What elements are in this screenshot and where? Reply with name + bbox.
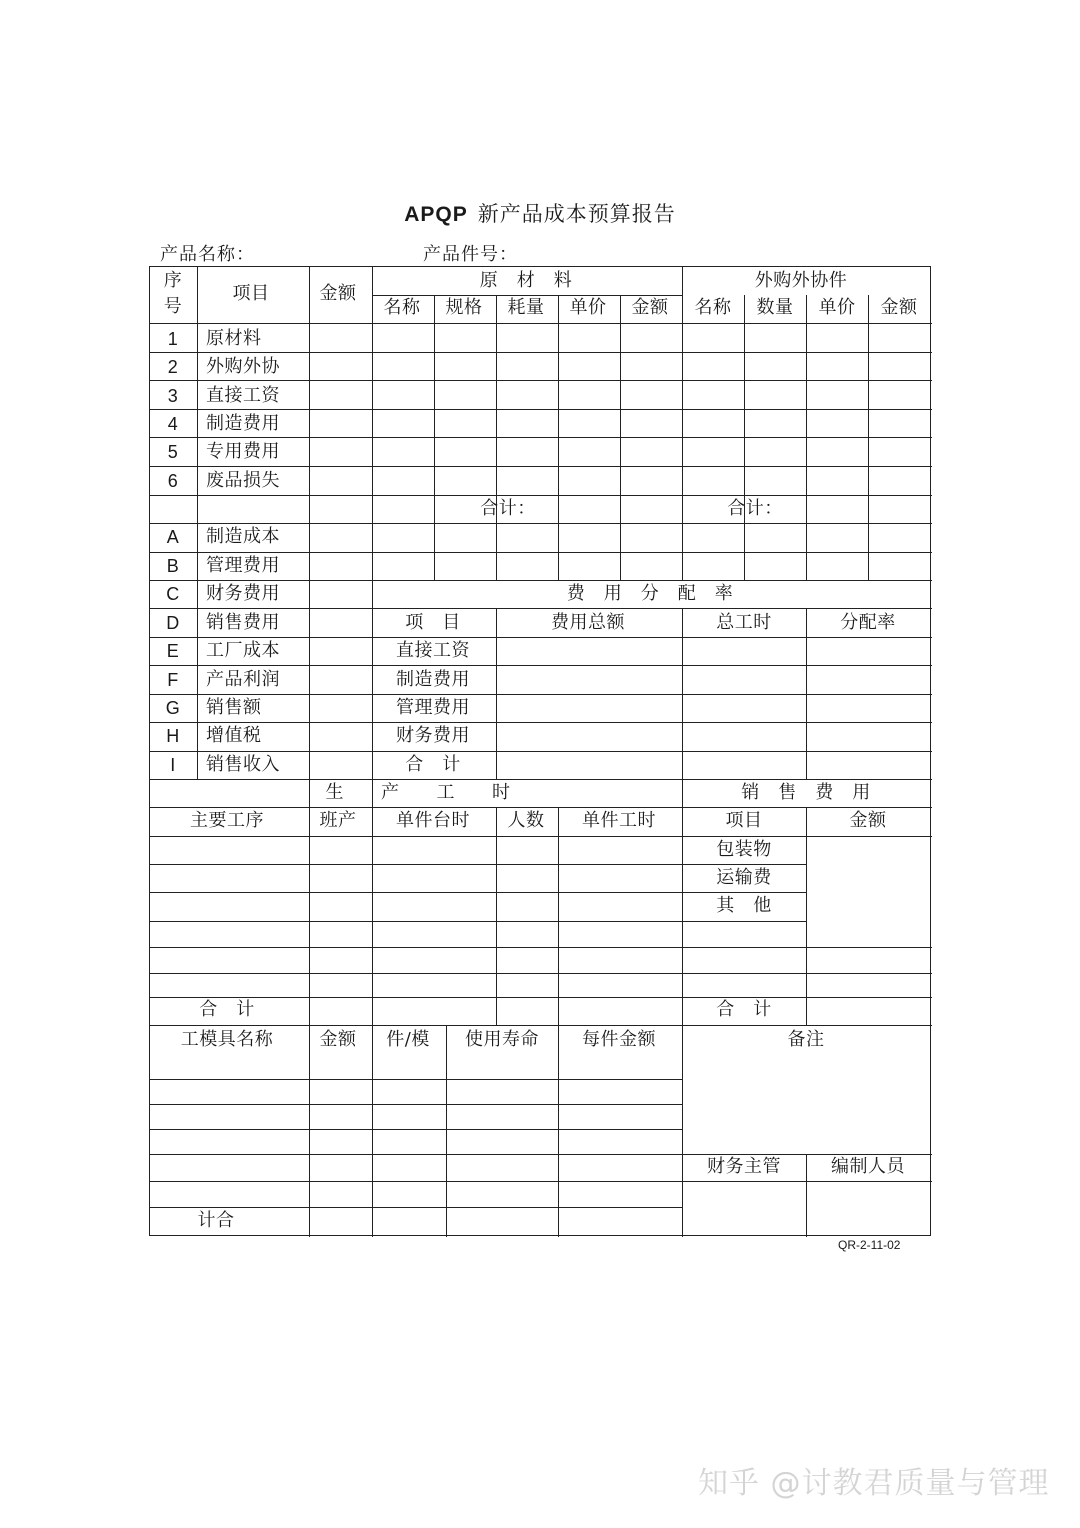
sales-cost-title: 销 售 费 用	[741, 782, 871, 803]
finance-manager-label: 财务主管	[707, 1156, 781, 1177]
table-rule-horizontal	[150, 864, 806, 865]
table-rule-horizontal	[150, 1154, 932, 1155]
row-no: 5	[167, 442, 179, 462]
table-rule-vertical	[496, 807, 497, 1025]
table-rule-vertical	[682, 779, 683, 1237]
row-no: A	[166, 527, 180, 547]
row-item: 原材料	[206, 328, 262, 349]
table-rule-horizontal	[150, 1129, 682, 1130]
table-rule-horizontal	[150, 694, 932, 695]
row-no: B	[166, 556, 180, 576]
table-rule-vertical	[197, 267, 198, 779]
table-rule-horizontal	[150, 921, 806, 922]
out-col-name: 名称	[694, 297, 732, 318]
table-rule-horizontal	[150, 1181, 932, 1182]
table-rule-horizontal	[150, 552, 932, 553]
table-rule-horizontal	[150, 437, 932, 438]
table-rule-vertical	[806, 807, 807, 1025]
row-item: 直接工资	[206, 385, 280, 406]
table-rule-vertical	[372, 267, 373, 1237]
sales-item: 包装物	[716, 839, 772, 860]
form-title	[0, 198, 1080, 228]
allocation-col-total: 费用总额	[551, 612, 625, 633]
table-rule-vertical	[434, 295, 435, 580]
form-code: QR-2-11-02	[838, 1238, 901, 1252]
row-no: G	[165, 698, 181, 718]
row-item: 销售费用	[206, 612, 280, 633]
header-raw-material: 原 材 料	[479, 270, 573, 291]
allocation-col-rate: 分配率	[840, 612, 896, 633]
row-no: 1	[167, 329, 179, 349]
row-no: H	[166, 726, 180, 746]
preparer-label: 编制人员	[831, 1156, 905, 1177]
out-col-unit-price: 单价	[818, 297, 856, 318]
row-no: E	[166, 641, 180, 661]
table-rule-horizontal	[150, 973, 932, 974]
table-rule-vertical	[446, 1025, 447, 1237]
row-item: 工厂成本	[206, 640, 280, 661]
product-name-label: 产品名称：	[160, 244, 255, 265]
table-rule-horizontal	[150, 947, 932, 948]
table-rule-vertical	[868, 295, 869, 580]
table-rule-horizontal	[150, 892, 806, 893]
remarks-title: 备注	[787, 1029, 825, 1050]
tooling-col-per-mold: 件/模	[386, 1029, 430, 1050]
table-rule-vertical	[682, 267, 683, 580]
table-rule-vertical	[806, 608, 807, 779]
hours-col-process: 主要工序	[190, 810, 264, 831]
allocation-item: 管理费用	[396, 697, 470, 718]
raw-col-unit-price: 单价	[569, 297, 607, 318]
hours-col-shift-output: 班产	[319, 810, 357, 831]
raw-col-spec: 规格	[445, 297, 483, 318]
table-rule-horizontal	[150, 1079, 682, 1080]
table-rule-vertical	[806, 295, 807, 580]
allocation-item: 合 计	[405, 754, 461, 775]
raw-col-name: 名称	[383, 297, 421, 318]
row-no: D	[166, 613, 180, 633]
out-col-qty: 数量	[756, 297, 794, 318]
hours-total-label: 合 计	[199, 999, 255, 1020]
table-rule-horizontal	[372, 295, 682, 296]
sales-col-amount: 金额	[849, 810, 887, 831]
row-no: 4	[167, 414, 179, 434]
table-rule-vertical	[496, 608, 497, 779]
table-rule-horizontal	[150, 523, 932, 524]
allocation-item: 财务费用	[396, 725, 470, 746]
product-no-label: 产品件号：	[423, 244, 518, 265]
allocation-item: 制造费用	[396, 669, 470, 690]
table-rule-horizontal	[150, 722, 932, 723]
table-rule-horizontal	[150, 751, 932, 752]
allocation-item: 直接工资	[396, 640, 470, 661]
budget-form-table	[149, 266, 931, 1236]
table-rule-vertical	[620, 295, 621, 580]
hours-col-headcount: 人数	[507, 810, 545, 831]
row-no: C	[166, 584, 180, 604]
tooling-total-label: 计合	[197, 1210, 235, 1231]
header-item: 项目	[232, 283, 270, 304]
row-item: 制造成本	[206, 526, 280, 547]
table-rule-horizontal	[150, 637, 932, 638]
row-no: I	[170, 755, 176, 775]
tooling-col-amount: 金额	[319, 1029, 357, 1050]
header-amount: 金额	[319, 283, 357, 304]
row-item: 专用费用	[206, 441, 280, 462]
table-rule-horizontal	[150, 466, 932, 467]
table-rule-horizontal	[150, 836, 932, 837]
tooling-col-name: 工模具名称	[180, 1029, 274, 1050]
table-rule-horizontal	[150, 779, 932, 780]
table-rule-horizontal	[150, 580, 932, 581]
row-item: 废品损失	[206, 470, 280, 491]
watermark: 知乎 @讨教君质量与管理	[698, 1466, 1050, 1501]
table-rule-horizontal	[150, 997, 932, 998]
row-item: 制造费用	[206, 413, 280, 434]
header-seq-2: 号	[163, 296, 183, 317]
table-rule-vertical	[496, 295, 497, 580]
sales-col-item: 项目	[725, 810, 763, 831]
table-rule-vertical	[682, 608, 683, 779]
raw-col-amount: 金额	[631, 297, 669, 318]
row-no: 3	[167, 386, 179, 406]
hours-col-machine-hours: 单件台时	[396, 810, 470, 831]
table-rule-vertical	[558, 1025, 559, 1237]
allocation-col-hours: 总工时	[716, 612, 772, 633]
tooling-col-life: 使用寿命	[465, 1029, 539, 1050]
out-total-label: 合计：	[727, 498, 783, 519]
row-item: 管理费用	[206, 555, 280, 576]
out-col-amount: 金额	[880, 297, 918, 318]
table-rule-vertical	[744, 295, 745, 580]
row-item: 产品利润	[206, 669, 280, 690]
hours-title: 生 产 工 时	[325, 782, 511, 803]
sales-item: 运输费	[716, 867, 772, 888]
row-item: 增值税	[206, 725, 262, 746]
table-rule-horizontal	[150, 807, 932, 808]
table-rule-horizontal	[150, 323, 932, 324]
allocation-col-item: 项 目	[405, 612, 461, 633]
row-item: 销售收入	[206, 754, 280, 775]
table-rule-horizontal	[150, 665, 932, 666]
row-item: 财务费用	[206, 583, 280, 604]
table-rule-horizontal	[150, 1207, 682, 1208]
allocation-title: 费 用 分 配 率	[566, 583, 734, 604]
table-rule-vertical	[558, 295, 559, 580]
table-rule-horizontal	[150, 380, 932, 381]
row-no: F	[167, 670, 179, 690]
table-rule-vertical	[558, 807, 559, 1025]
row-no: 2	[167, 357, 179, 377]
row-item: 外购外协	[206, 356, 280, 377]
title-cn: 新产品成本预算报告	[477, 202, 676, 226]
sales-item: 其 他	[716, 895, 772, 916]
table-rule-horizontal	[150, 608, 932, 609]
tooling-col-per-piece: 每件金额	[582, 1029, 656, 1050]
table-rule-horizontal	[150, 409, 932, 410]
header-outsourced: 外购外协件	[754, 270, 848, 291]
table-rule-horizontal	[150, 495, 932, 496]
table-rule-horizontal	[150, 1025, 932, 1026]
table-rule-vertical	[309, 267, 310, 1237]
table-rule-horizontal	[150, 352, 932, 353]
row-item: 销售额	[206, 697, 262, 718]
title-latin: APQP	[404, 203, 468, 226]
hours-col-unit-hours: 单件工时	[582, 810, 656, 831]
raw-total-label: 合计：	[480, 498, 536, 519]
table-rule-horizontal	[150, 1104, 682, 1105]
row-no: 6	[167, 471, 179, 491]
sales-total-label: 合 计	[716, 999, 772, 1020]
table-rule-vertical	[806, 1154, 807, 1237]
header-seq-1: 序	[163, 270, 183, 291]
raw-col-consumption: 耗量	[507, 297, 545, 318]
